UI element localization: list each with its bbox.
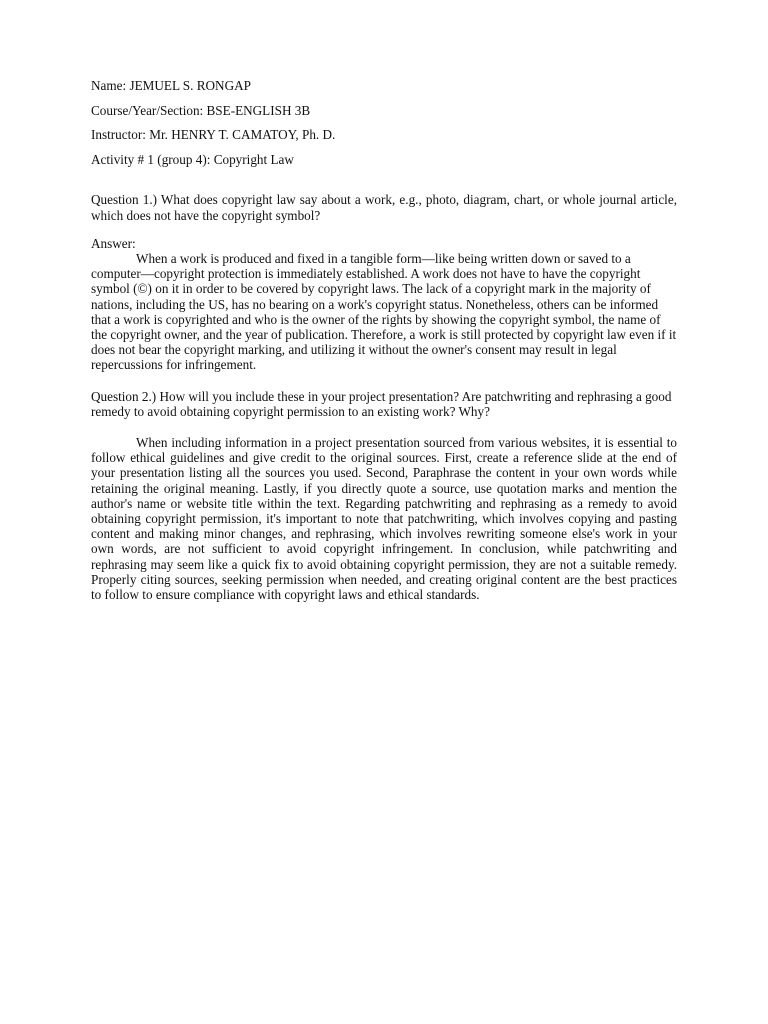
answer-label: Answer: <box>91 235 136 251</box>
student-name: Name: JEMUEL S. RONGAP <box>91 78 251 93</box>
question-2: Question 2.) How will you include these in your project presentation? Are patchwriting and rephrasing a good remedy to avoid obtaining copyright permission to an existing work? Why? <box>91 388 672 419</box>
spacer <box>91 176 677 192</box>
question-1: Question 1.) What does copyright law say about a work, e.g., photo, diagram, chart, or whole journal article, which does not have the copyright symbol? <box>91 192 677 223</box>
course-section: Course/Year/Section: BSE-ENGLISH 3B <box>91 102 311 118</box>
instructor: Instructor: Mr. HENRY T. CAMATOY, Ph. D. <box>91 127 336 143</box>
document-body <box>91 78 677 618</box>
answer-2: When including information in a project presentation sourced from various websites, it is essential to follow ethical guidelines and give credit to the original sources. First, create a reference slide at the end of your presentation listing all the sources you used. Second, Paraphrase the content in your own words while retaining the original meaning. Lastly, if you directly quote a source, use quotation marks and mention the author's name or website title within the text. Regarding patchwriting and rephrasing as a remedy to avoid obtaining copyright permission, it's important to note that patchwriting, which involves copying and pasting content and making minor changes, and rephrasing, which involves rewriting someone else's work in your own words, are not sufficient to avoid copyright infringement. In conclusion, while patchwriting and rephrasing may seem like a quick fix to avoid obtaining copyright permission, they are not a suitable remedy. Properly citing sources, seeking permission when needed, and creating original content are the best practices to follow to ensure compliance with copyright laws and ethical standards. <box>91 435 677 603</box>
answer-1: When a work is produced and fixed in a tangible form—like being written down or saved to a computer—copyright protection is immediately established. A work does not have to have the copyright symbol (©) on it in order to be covered by copyright laws. The lack of a copyright mark in the majority of nations, including the US, has no bearing on a work's copyright status. Nonetheless, others can be informed that a work is copyrighted and who is the owner of the rights by showing the copyright symbol, the name of the copyright owner, and the year of publication. Therefore, a work is still protected by copyright law even if it does not bear the copyright marking, and utilizing it without the owner's consent may result in legal repercussions for infringement. <box>91 250 677 373</box>
activity-title: Activity # 1 (group 4): Copyright Law <box>91 151 294 167</box>
